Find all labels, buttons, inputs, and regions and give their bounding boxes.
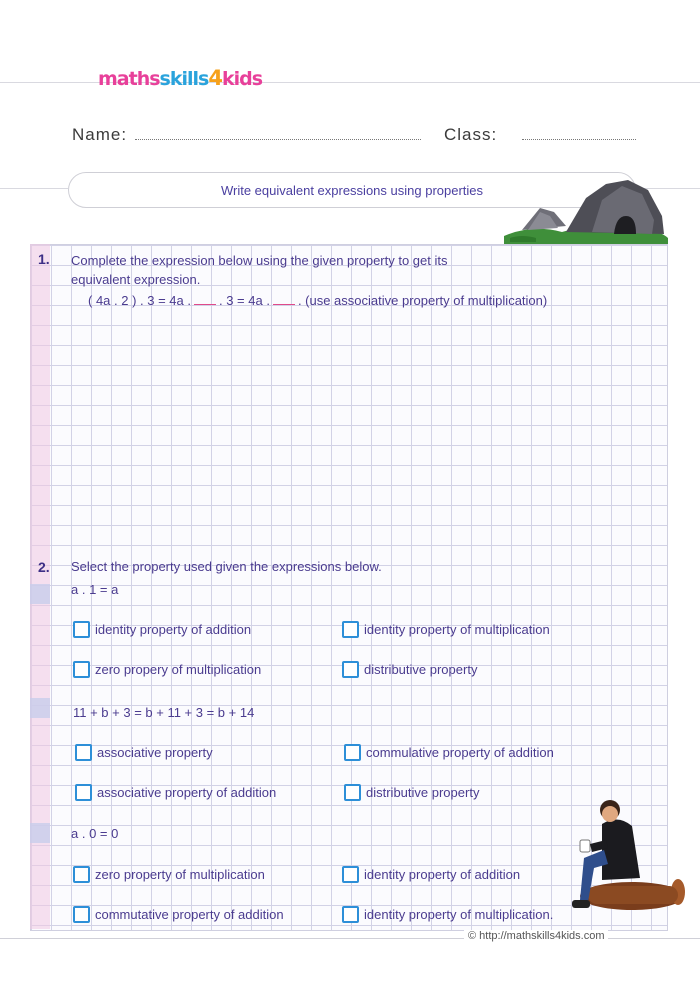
expression-a-times-1: a . 1 = a	[71, 582, 119, 597]
option-identity-multiplication-2[interactable]	[342, 906, 553, 923]
checkbox[interactable]	[73, 866, 90, 883]
option-label: commulative property of addition	[366, 745, 554, 760]
question-1-text: Complete the expression below using the given property to get its	[71, 253, 448, 268]
checkbox[interactable]	[344, 784, 361, 801]
option-identity-addition-2[interactable]	[342, 866, 520, 883]
option-label: identity property of addition	[364, 867, 521, 882]
question-1-number: 1.	[38, 251, 50, 267]
option-label: commutative property of addition	[95, 907, 284, 922]
option-associative-addition[interactable]	[75, 784, 276, 801]
checkbox[interactable]	[342, 621, 359, 638]
expression-part: . 3 = 4a .	[218, 293, 270, 308]
option-distributive-2[interactable]	[344, 784, 479, 801]
answer-blank-1[interactable]	[194, 294, 216, 305]
checkbox[interactable]	[75, 784, 92, 801]
checkbox[interactable]	[342, 866, 359, 883]
class-field[interactable]	[522, 139, 636, 140]
option-commulative-addition[interactable]	[344, 744, 554, 761]
option-label: distributive property	[364, 662, 478, 677]
option-label: zero propery of multiplication	[95, 662, 262, 677]
name-field[interactable]	[135, 139, 421, 140]
checkbox[interactable]	[75, 744, 92, 761]
site-logo: mathsskills4kids	[98, 66, 263, 90]
option-label: identity property of addition	[95, 622, 252, 637]
option-label: zero property of multiplication	[95, 867, 265, 882]
cave-illustration-icon	[502, 176, 670, 246]
person-on-log-illustration-icon	[566, 796, 686, 924]
expression-part: . (use associative property of multiplication)	[297, 293, 548, 308]
question-1-text-cont: equivalent expression.	[71, 272, 201, 287]
title-line-left	[0, 188, 68, 189]
checkbox[interactable]	[73, 906, 90, 923]
expression-a-times-0: a . 0 = 0	[71, 826, 119, 841]
name-label: Name:	[72, 125, 128, 144]
option-label: distributive property	[366, 785, 480, 800]
checkbox[interactable]	[344, 744, 361, 761]
option-zero-multiplication[interactable]	[73, 661, 261, 678]
answer-blank-2[interactable]	[273, 294, 295, 305]
row-marker	[30, 698, 50, 718]
checkbox[interactable]	[342, 661, 359, 678]
row-marker	[30, 584, 50, 604]
worksheet-title-text: Write equivalent expressions using properties	[220, 182, 484, 198]
expression-11-b-3: 11 + b + 3 = b + 11 + 3 = b + 14	[73, 705, 255, 720]
question-1-expression	[88, 293, 547, 308]
option-label: associative property of addition	[97, 785, 277, 800]
checkbox[interactable]	[73, 621, 90, 638]
footer-url[interactable]: © http://mathskills4kids.com	[464, 930, 608, 942]
question-2-text: Select the property used given the expressions below.	[71, 559, 382, 574]
option-commutative-addition[interactable]	[73, 906, 284, 923]
question-2-number: 2.	[38, 559, 50, 575]
option-label: identity property of multiplication.	[364, 907, 554, 922]
option-distributive[interactable]	[342, 661, 477, 678]
expression-part: ( 4a . 2 ) . 3 = 4a .	[88, 293, 191, 308]
row-marker	[30, 823, 50, 843]
checkbox[interactable]	[342, 906, 359, 923]
option-label: identity property of multiplication	[364, 622, 550, 637]
option-associative[interactable]	[75, 744, 213, 761]
option-identity-addition[interactable]	[73, 621, 251, 638]
class-label: Class:	[444, 125, 498, 144]
checkbox[interactable]	[73, 661, 90, 678]
option-identity-multiplication[interactable]	[342, 621, 550, 638]
option-label: associative property	[97, 745, 213, 760]
option-zero-multiplication-2[interactable]	[73, 866, 265, 883]
